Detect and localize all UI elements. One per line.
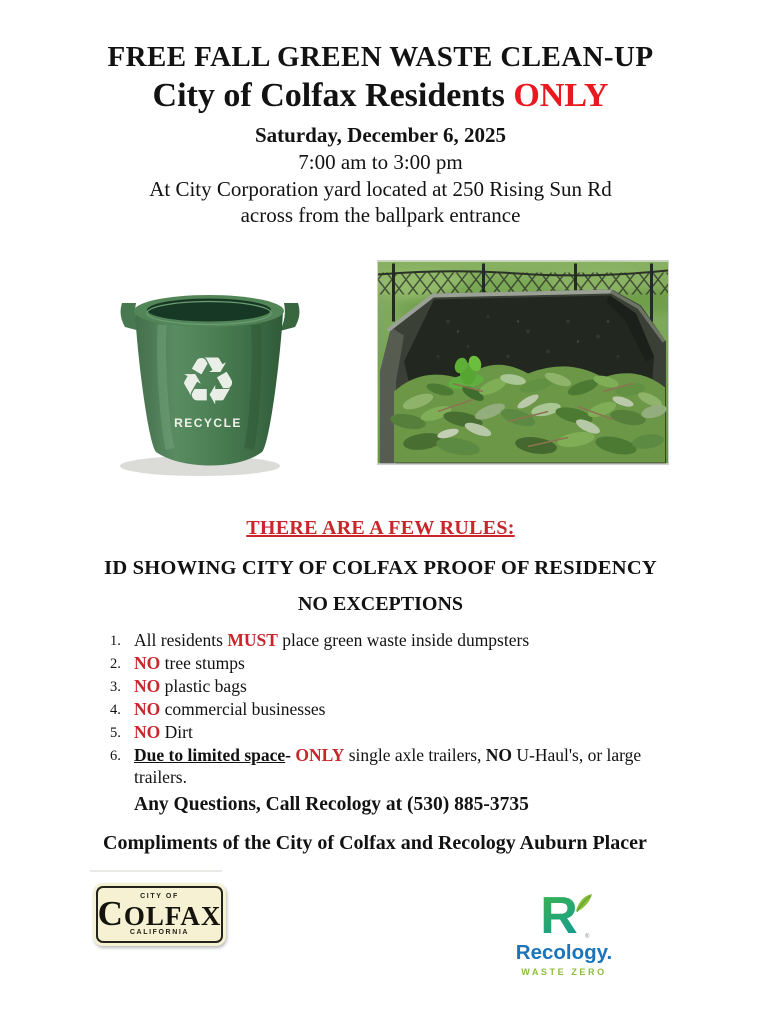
rules-section: [0, 517, 761, 817]
compliments-line: Compliments of the City of Colfax and Recology Auburn Placer: [103, 832, 647, 854]
contact-phone-line: Any Questions, Call Recology at (530) 885-3735: [134, 794, 529, 815]
rule-item-4: [110, 698, 691, 721]
colfax-logo-state: CALIFORNIA: [129, 928, 190, 936]
rule-number: 4.: [110, 702, 121, 718]
recycle-symbol-icon: ♻: [178, 343, 238, 420]
colfax-logo-frame: [96, 886, 223, 943]
recology-monogram-icon: [535, 887, 593, 941]
rule-number: 3.: [110, 679, 121, 695]
svg-text:R: R: [540, 887, 578, 941]
logos-row: [0, 883, 761, 1003]
recology-wordmark: Recology.: [515, 941, 613, 964]
svg-text:®: ®: [585, 934, 590, 940]
rule-number: 1.: [110, 633, 121, 649]
colfax-logo-name: COLFAX: [97, 893, 222, 933]
colfax-city-logo: [93, 883, 226, 946]
event-date: Saturday, December 6, 2025: [254, 123, 506, 147]
event-time: 7:00 am to 3:00 pm: [298, 150, 463, 174]
dumpster-illustration: [378, 261, 668, 464]
rule-item-2: [110, 652, 691, 675]
rules-list: [0, 629, 761, 788]
rule-item-6: [110, 744, 691, 788]
rule-text: NO Dirt: [134, 722, 193, 742]
scan-artifact-line: [90, 870, 222, 872]
subtitle-black-text: City of Colfax Residents: [152, 77, 514, 114]
rule-number: 6.: [110, 748, 121, 764]
rule-text: NO plastic bags: [134, 676, 247, 696]
rule-text: Due to limited space- ONLY single axle trailers, NO U-Haul's, or large trailers.: [134, 745, 642, 787]
recycle-bin-image: [104, 261, 316, 479]
rules-heading: THERE ARE A FEW RULES:: [246, 517, 515, 539]
rule-item-5: [110, 721, 691, 744]
green-waste-photo: [378, 261, 668, 464]
recycle-bin-label: RECYCLE: [174, 416, 242, 430]
rule-text: NO tree stumps: [134, 653, 245, 673]
page-title: FREE FALL GREEN WASTE CLEAN-UP: [107, 41, 654, 73]
colfax-logo-cityof: CITY OF: [140, 892, 179, 900]
rule-text: NO commercial businesses: [134, 699, 326, 719]
rule-number: 5.: [110, 725, 121, 741]
rule-number: 2.: [110, 656, 121, 672]
recycle-bin-illustration: [104, 261, 316, 479]
rule-item-1: [110, 629, 691, 652]
rule-text: All residents MUST place green waste inside dumpsters: [134, 630, 530, 650]
residency-requirement: ID SHOWING CITY OF COLFAX PROOF OF RESIDENCY: [104, 557, 657, 579]
rule-item-3: [110, 675, 691, 698]
subtitle-only-text: ONLY: [513, 77, 609, 114]
recology-logo: [512, 887, 616, 977]
event-location-line2: across from the ballpark entrance: [240, 203, 521, 227]
flyer-header: [0, 0, 761, 228]
no-exceptions: NO EXCEPTIONS: [297, 593, 464, 615]
event-location-line1: At City Corporation yard located at 250 Rising Sun Rd: [149, 177, 612, 201]
recology-tagline: WASTE ZERO: [521, 967, 607, 977]
page-subtitle: [0, 76, 761, 116]
figures-row: [0, 261, 761, 481]
